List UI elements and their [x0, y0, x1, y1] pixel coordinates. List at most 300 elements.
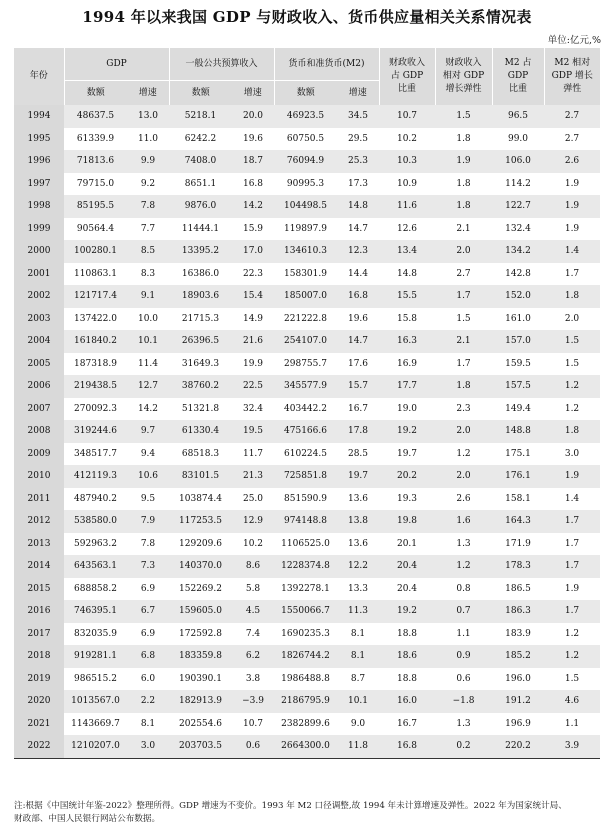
value-cell: 6.7	[127, 600, 169, 623]
value-cell: 14.2	[127, 398, 169, 421]
year-cell: 2010	[14, 465, 64, 488]
year-cell: 2016	[14, 600, 64, 623]
year-cell: 2001	[14, 263, 64, 286]
value-cell: 79715.0	[64, 173, 127, 196]
table-row	[14, 150, 600, 173]
value-cell: 22.5	[232, 375, 274, 398]
year-cell: 2022	[14, 735, 64, 758]
value-cell: 12.3	[337, 240, 379, 263]
table-row	[14, 128, 600, 151]
value-cell: 1.7	[544, 533, 600, 556]
value-cell: 1.9	[544, 465, 600, 488]
value-cell: 25.0	[232, 488, 274, 511]
value-cell: 15.9	[232, 218, 274, 241]
value-cell: 8.6	[232, 555, 274, 578]
value-cell: 17.8	[337, 420, 379, 443]
value-cell: 104498.5	[274, 195, 337, 218]
year-cell: 2012	[14, 510, 64, 533]
year-cell: 2006	[14, 375, 64, 398]
value-cell: 220.2	[492, 735, 544, 758]
header-m2: 货币和准货币(M2)	[274, 48, 379, 81]
value-cell: 7408.0	[169, 150, 232, 173]
value-cell: 1826744.2	[274, 645, 337, 668]
header-fiscal-elasticity: 财政收入 相对 GDP 增长弹性	[435, 48, 492, 105]
value-cell: 10.9	[379, 173, 435, 196]
value-cell: 176.1	[492, 465, 544, 488]
value-cell: 18.8	[379, 623, 435, 646]
value-cell: 71813.6	[64, 150, 127, 173]
value-cell: 11.0	[127, 128, 169, 151]
value-cell: 12.2	[337, 555, 379, 578]
value-cell: 2.0	[435, 240, 492, 263]
value-cell: 13.3	[337, 578, 379, 601]
value-cell: 0.9	[435, 645, 492, 668]
table-row	[14, 263, 600, 286]
value-cell: 99.0	[492, 128, 544, 151]
value-cell: 221222.8	[274, 308, 337, 331]
value-cell: 134610.3	[274, 240, 337, 263]
table-row	[14, 510, 600, 533]
value-cell: 1.9	[544, 195, 600, 218]
value-cell: 851590.9	[274, 488, 337, 511]
value-cell: 117253.5	[169, 510, 232, 533]
value-cell: 14.2	[232, 195, 274, 218]
value-cell: 19.5	[232, 420, 274, 443]
value-cell: 18.6	[379, 645, 435, 668]
value-cell: 14.7	[337, 218, 379, 241]
value-cell: 1.2	[435, 555, 492, 578]
value-cell: 7.7	[127, 218, 169, 241]
year-cell: 1995	[14, 128, 64, 151]
value-cell: 1.7	[435, 285, 492, 308]
value-cell: 61330.4	[169, 420, 232, 443]
value-cell: 9.5	[127, 488, 169, 511]
table-row	[14, 285, 600, 308]
year-cell: 2005	[14, 353, 64, 376]
table-row	[14, 690, 600, 713]
value-cell: 106.0	[492, 150, 544, 173]
value-cell: 1986488.8	[274, 668, 337, 691]
value-cell: 2664300.0	[274, 735, 337, 758]
value-cell: 182913.9	[169, 690, 232, 713]
value-cell: 15.8	[379, 308, 435, 331]
value-cell: 1.3	[435, 533, 492, 556]
value-cell: 1210207.0	[64, 735, 127, 758]
footnote	[14, 800, 600, 826]
value-cell: 1228374.8	[274, 555, 337, 578]
value-cell: 9.9	[127, 150, 169, 173]
value-cell: 1.7	[544, 510, 600, 533]
value-cell: 83101.5	[169, 465, 232, 488]
value-cell: 0.6	[232, 735, 274, 758]
value-cell: 18.8	[379, 668, 435, 691]
value-cell: 20.0	[232, 105, 274, 128]
value-cell: 196.9	[492, 713, 544, 736]
value-cell: 159.5	[492, 353, 544, 376]
value-cell: 1.2	[544, 398, 600, 421]
value-cell: 1550066.7	[274, 600, 337, 623]
value-cell: 90995.3	[274, 173, 337, 196]
value-cell: 2.0	[435, 465, 492, 488]
value-cell: 1.9	[435, 150, 492, 173]
value-cell: 7.8	[127, 533, 169, 556]
value-cell: 6.9	[127, 623, 169, 646]
value-cell: 475166.6	[274, 420, 337, 443]
value-cell: 16.0	[379, 690, 435, 713]
value-cell: 7.4	[232, 623, 274, 646]
value-cell: 2.6	[435, 488, 492, 511]
value-cell: 21715.3	[169, 308, 232, 331]
value-cell: 1.7	[544, 600, 600, 623]
value-cell: 2382899.6	[274, 713, 337, 736]
value-cell: 152.0	[492, 285, 544, 308]
value-cell: 9.4	[127, 443, 169, 466]
value-cell: 100280.1	[64, 240, 127, 263]
value-cell: 19.2	[379, 600, 435, 623]
value-cell: 2186795.9	[274, 690, 337, 713]
year-cell: 2020	[14, 690, 64, 713]
value-cell: 345577.9	[274, 375, 337, 398]
year-cell: 2009	[14, 443, 64, 466]
value-cell: 19.8	[379, 510, 435, 533]
value-cell: 121717.4	[64, 285, 127, 308]
value-cell: 10.7	[232, 713, 274, 736]
value-cell: 10.0	[127, 308, 169, 331]
value-cell: 12.9	[232, 510, 274, 533]
value-cell: 20.1	[379, 533, 435, 556]
value-cell: 8.1	[127, 713, 169, 736]
value-cell: 2.7	[544, 128, 600, 151]
value-cell: 161840.2	[64, 330, 127, 353]
value-cell: 1.5	[544, 353, 600, 376]
value-cell: 688858.2	[64, 578, 127, 601]
value-cell: 298755.7	[274, 353, 337, 376]
value-cell: 1.5	[435, 105, 492, 128]
value-cell: 15.4	[232, 285, 274, 308]
value-cell: 46923.5	[274, 105, 337, 128]
value-cell: 1.5	[544, 330, 600, 353]
value-cell: 110863.1	[64, 263, 127, 286]
value-cell: 19.3	[379, 488, 435, 511]
value-cell: 1690235.3	[274, 623, 337, 646]
value-cell: 16386.0	[169, 263, 232, 286]
value-cell: 11.4	[127, 353, 169, 376]
value-cell: 1.8	[435, 173, 492, 196]
table-row	[14, 240, 600, 263]
value-cell: 142.8	[492, 263, 544, 286]
table-row	[14, 555, 600, 578]
value-cell: 186.3	[492, 600, 544, 623]
value-cell: 1106525.0	[274, 533, 337, 556]
value-cell: 185007.0	[274, 285, 337, 308]
value-cell: 1.3	[435, 713, 492, 736]
header-gdp: GDP	[64, 48, 169, 81]
value-cell: 38760.2	[169, 375, 232, 398]
value-cell: 68518.3	[169, 443, 232, 466]
value-cell: 20.4	[379, 555, 435, 578]
year-cell: 1996	[14, 150, 64, 173]
year-cell: 1994	[14, 105, 64, 128]
table-header	[14, 48, 600, 105]
year-cell: 2015	[14, 578, 64, 601]
year-cell: 1997	[14, 173, 64, 196]
value-cell: 7.8	[127, 195, 169, 218]
value-cell: 2.0	[435, 420, 492, 443]
value-cell: 161.0	[492, 308, 544, 331]
value-cell: 19.7	[337, 465, 379, 488]
value-cell: 643563.1	[64, 555, 127, 578]
value-cell: 17.7	[379, 375, 435, 398]
year-cell: 2013	[14, 533, 64, 556]
year-cell: 2002	[14, 285, 64, 308]
year-cell: 2019	[14, 668, 64, 691]
value-cell: 8.3	[127, 263, 169, 286]
value-cell: 3.8	[232, 668, 274, 691]
table-row	[14, 533, 600, 556]
value-cell: 11.8	[337, 735, 379, 758]
value-cell: 186.5	[492, 578, 544, 601]
table-row	[14, 578, 600, 601]
value-cell: 114.2	[492, 173, 544, 196]
value-cell: 412119.3	[64, 465, 127, 488]
value-cell: 14.7	[337, 330, 379, 353]
table-row	[14, 623, 600, 646]
value-cell: 178.3	[492, 555, 544, 578]
value-cell: 9.2	[127, 173, 169, 196]
table-row	[14, 330, 600, 353]
value-cell: 2.6	[544, 150, 600, 173]
table-row	[14, 105, 600, 128]
value-cell: 22.3	[232, 263, 274, 286]
value-cell: 3.0	[127, 735, 169, 758]
value-cell: 60750.5	[274, 128, 337, 151]
value-cell: 31649.3	[169, 353, 232, 376]
value-cell: 1.7	[544, 263, 600, 286]
value-cell: 15.5	[379, 285, 435, 308]
value-cell: 19.6	[232, 128, 274, 151]
value-cell: 183359.8	[169, 645, 232, 668]
year-cell: 2014	[14, 555, 64, 578]
value-cell: 159605.0	[169, 600, 232, 623]
value-cell: 1.7	[544, 555, 600, 578]
header-m2-elasticity: M2 相对 GDP 增长 弹性	[544, 48, 600, 105]
value-cell: 96.5	[492, 105, 544, 128]
value-cell: 17.3	[337, 173, 379, 196]
value-cell: 10.2	[379, 128, 435, 151]
table-row	[14, 353, 600, 376]
value-cell: 1.5	[544, 668, 600, 691]
value-cell: 1.6	[435, 510, 492, 533]
header-m2-amount: 数额	[274, 81, 337, 106]
value-cell: 13.0	[127, 105, 169, 128]
value-cell: 1.9	[544, 218, 600, 241]
value-cell: 51321.8	[169, 398, 232, 421]
value-cell: 13.4	[379, 240, 435, 263]
value-cell: 19.0	[379, 398, 435, 421]
value-cell: 832035.9	[64, 623, 127, 646]
value-cell: 17.0	[232, 240, 274, 263]
value-cell: 191.2	[492, 690, 544, 713]
table-row	[14, 600, 600, 623]
value-cell: 76094.9	[274, 150, 337, 173]
value-cell: 10.7	[379, 105, 435, 128]
value-cell: 4.6	[544, 690, 600, 713]
value-cell: 132.4	[492, 218, 544, 241]
value-cell: 9.0	[337, 713, 379, 736]
value-cell: 34.5	[337, 105, 379, 128]
value-cell: 11.7	[232, 443, 274, 466]
value-cell: 26396.5	[169, 330, 232, 353]
value-cell: 8.1	[337, 645, 379, 668]
value-cell: 919281.1	[64, 645, 127, 668]
value-cell: 319244.6	[64, 420, 127, 443]
table-row	[14, 218, 600, 241]
year-cell: 2003	[14, 308, 64, 331]
value-cell: 6.8	[127, 645, 169, 668]
value-cell: 5.8	[232, 578, 274, 601]
value-cell: 14.4	[337, 263, 379, 286]
value-cell: 1.8	[544, 285, 600, 308]
table-row	[14, 713, 600, 736]
value-cell: 1.4	[544, 488, 600, 511]
value-cell: 172592.8	[169, 623, 232, 646]
value-cell: 8.7	[337, 668, 379, 691]
year-cell: 2008	[14, 420, 64, 443]
value-cell: 21.6	[232, 330, 274, 353]
value-cell: 12.6	[379, 218, 435, 241]
header-budget-amount: 数额	[169, 81, 232, 106]
value-cell: 10.1	[127, 330, 169, 353]
value-cell: 14.9	[232, 308, 274, 331]
value-cell: 1.8	[544, 420, 600, 443]
value-cell: 1.1	[435, 623, 492, 646]
year-cell: 2021	[14, 713, 64, 736]
value-cell: −1.8	[435, 690, 492, 713]
value-cell: 725851.8	[274, 465, 337, 488]
value-cell: 122.7	[492, 195, 544, 218]
value-cell: 171.9	[492, 533, 544, 556]
table-row	[14, 668, 600, 691]
value-cell: 3.0	[544, 443, 600, 466]
value-cell: 183.9	[492, 623, 544, 646]
value-cell: 16.3	[379, 330, 435, 353]
value-cell: 6.2	[232, 645, 274, 668]
value-cell: 19.6	[337, 308, 379, 331]
value-cell: 19.7	[379, 443, 435, 466]
year-cell: 2007	[14, 398, 64, 421]
value-cell: 974148.8	[274, 510, 337, 533]
value-cell: 1.2	[435, 443, 492, 466]
value-cell: 1013567.0	[64, 690, 127, 713]
value-cell: 61339.9	[64, 128, 127, 151]
value-cell: 254107.0	[274, 330, 337, 353]
value-cell: 8651.1	[169, 173, 232, 196]
value-cell: 140370.0	[169, 555, 232, 578]
value-cell: 20.2	[379, 465, 435, 488]
value-cell: 18.7	[232, 150, 274, 173]
value-cell: 16.7	[379, 713, 435, 736]
value-cell: 219438.5	[64, 375, 127, 398]
value-cell: 1.7	[435, 353, 492, 376]
table-row	[14, 420, 600, 443]
header-m2-growth: 增速	[337, 81, 379, 106]
value-cell: 2.1	[435, 218, 492, 241]
value-cell: 175.1	[492, 443, 544, 466]
value-cell: 986515.2	[64, 668, 127, 691]
value-cell: 2.2	[127, 690, 169, 713]
value-cell: 134.2	[492, 240, 544, 263]
year-cell: 2011	[14, 488, 64, 511]
value-cell: 190390.1	[169, 668, 232, 691]
table-row	[14, 308, 600, 331]
year-cell: 1998	[14, 195, 64, 218]
value-cell: 158301.9	[274, 263, 337, 286]
header-fiscal-share: 财政收入 占 GDP 比重	[379, 48, 435, 105]
value-cell: 8.5	[127, 240, 169, 263]
value-cell: 11444.1	[169, 218, 232, 241]
year-cell: 1999	[14, 218, 64, 241]
value-cell: 196.0	[492, 668, 544, 691]
table-row	[14, 195, 600, 218]
value-cell: 7.3	[127, 555, 169, 578]
value-cell: 13395.2	[169, 240, 232, 263]
value-cell: 10.2	[232, 533, 274, 556]
value-cell: 85195.5	[64, 195, 127, 218]
value-cell: 6242.2	[169, 128, 232, 151]
value-cell: 2.0	[544, 308, 600, 331]
value-cell: 592963.2	[64, 533, 127, 556]
value-cell: 10.3	[379, 150, 435, 173]
table-row	[14, 173, 600, 196]
header-gdp-amount: 数额	[64, 81, 127, 106]
value-cell: 16.9	[379, 353, 435, 376]
value-cell: 1.8	[435, 195, 492, 218]
value-cell: 185.2	[492, 645, 544, 668]
value-cell: 149.4	[492, 398, 544, 421]
value-cell: 6.9	[127, 578, 169, 601]
value-cell: 1.2	[544, 623, 600, 646]
value-cell: 14.8	[337, 195, 379, 218]
value-cell: 0.6	[435, 668, 492, 691]
table-row	[14, 488, 600, 511]
table-row	[14, 398, 600, 421]
value-cell: 1.5	[435, 308, 492, 331]
value-cell: 11.6	[379, 195, 435, 218]
value-cell: 202554.6	[169, 713, 232, 736]
value-cell: 2.3	[435, 398, 492, 421]
value-cell: 158.1	[492, 488, 544, 511]
value-cell: 8.1	[337, 623, 379, 646]
value-cell: 12.7	[127, 375, 169, 398]
value-cell: 119897.9	[274, 218, 337, 241]
footnote-line-2: 财政部、中国人民银行网站公布数据。	[14, 814, 161, 824]
value-cell: 16.8	[337, 285, 379, 308]
value-cell: 203703.5	[169, 735, 232, 758]
table-row	[14, 465, 600, 488]
value-cell: 187318.9	[64, 353, 127, 376]
value-cell: 157.0	[492, 330, 544, 353]
value-cell: 48637.5	[64, 105, 127, 128]
value-cell: 746395.1	[64, 600, 127, 623]
value-cell: 148.8	[492, 420, 544, 443]
header-year: 年份	[14, 48, 64, 105]
value-cell: 21.3	[232, 465, 274, 488]
value-cell: 1143669.7	[64, 713, 127, 736]
value-cell: 6.0	[127, 668, 169, 691]
value-cell: 403442.2	[274, 398, 337, 421]
table-title: 1994 年以来我国 GDP 与财政收入、货币供应量相关关系情况表	[82, 8, 532, 26]
value-cell: 13.6	[337, 488, 379, 511]
